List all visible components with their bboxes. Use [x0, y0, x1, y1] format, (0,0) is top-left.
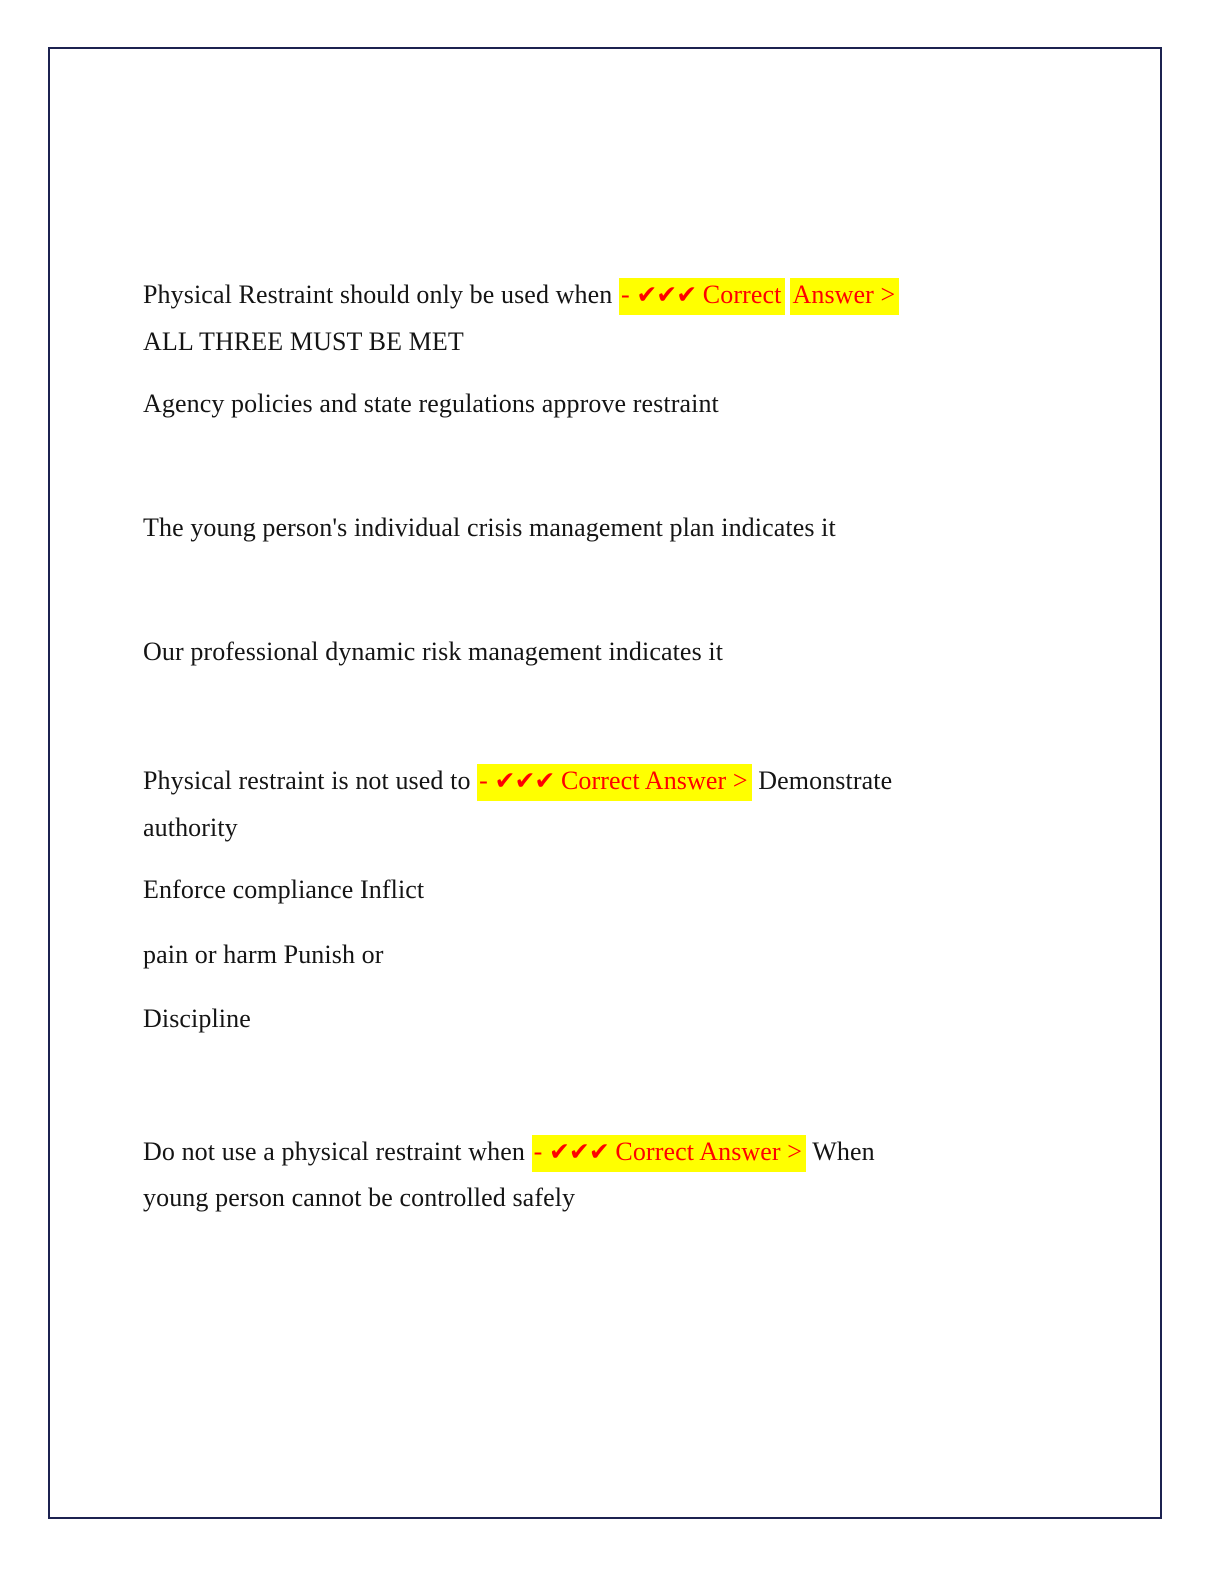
q1-prompt: Physical Restraint should only be used when [143, 280, 613, 309]
q2-line-2: Enforce compliance Inflict [143, 875, 425, 904]
q3-prompt: Do not use a physical restraint when [143, 1137, 525, 1166]
q2-answer-label: Correct Answer > [560, 766, 748, 795]
q2-answer-highlight [477, 764, 752, 801]
q3-answer-start: When [812, 1137, 875, 1166]
q1-item-1: Agency policies and state regulations approve restraint [143, 389, 719, 418]
q1-item-3: Our professional dynamic risk management indicates it [143, 637, 724, 666]
q1-answer-prefix: - [620, 280, 630, 309]
q3-continuation: young person cannot be controlled safely [143, 1183, 576, 1212]
q2-prompt: Physical restraint is not used to [143, 766, 471, 795]
q3-answer-highlight [532, 1135, 807, 1172]
q2-line-3: pain or harm Punish or [143, 940, 384, 969]
q2-line-4: Discipline [143, 1004, 251, 1033]
q2-answer-start: Demonstrate [758, 766, 893, 795]
q2-checkmark-icon: ✔✔✔ [494, 766, 555, 795]
q1-prompt-line [143, 272, 899, 318]
q2-line-1: authority [143, 813, 238, 842]
q3-answer-prefix: - [533, 1137, 543, 1166]
q1-continuation: ALL THREE MUST BE MET [143, 327, 464, 356]
q1-answer-highlight [619, 278, 786, 315]
q3-answer-label: Correct Answer > [615, 1137, 803, 1166]
q2-prompt-line [143, 758, 892, 804]
q3-prompt-line [143, 1129, 875, 1175]
q1-answer-label-1: Correct [702, 280, 782, 309]
q1-item-2: The young person's individual crisis management plan indicates it [143, 513, 836, 542]
q2-answer-prefix: - [479, 766, 488, 795]
q1-checkmark-icon: ✔✔✔ [636, 280, 697, 309]
q3-checkmark-icon: ✔✔✔ [548, 1137, 609, 1166]
q1-answer-label-2: Answer > [790, 278, 899, 315]
